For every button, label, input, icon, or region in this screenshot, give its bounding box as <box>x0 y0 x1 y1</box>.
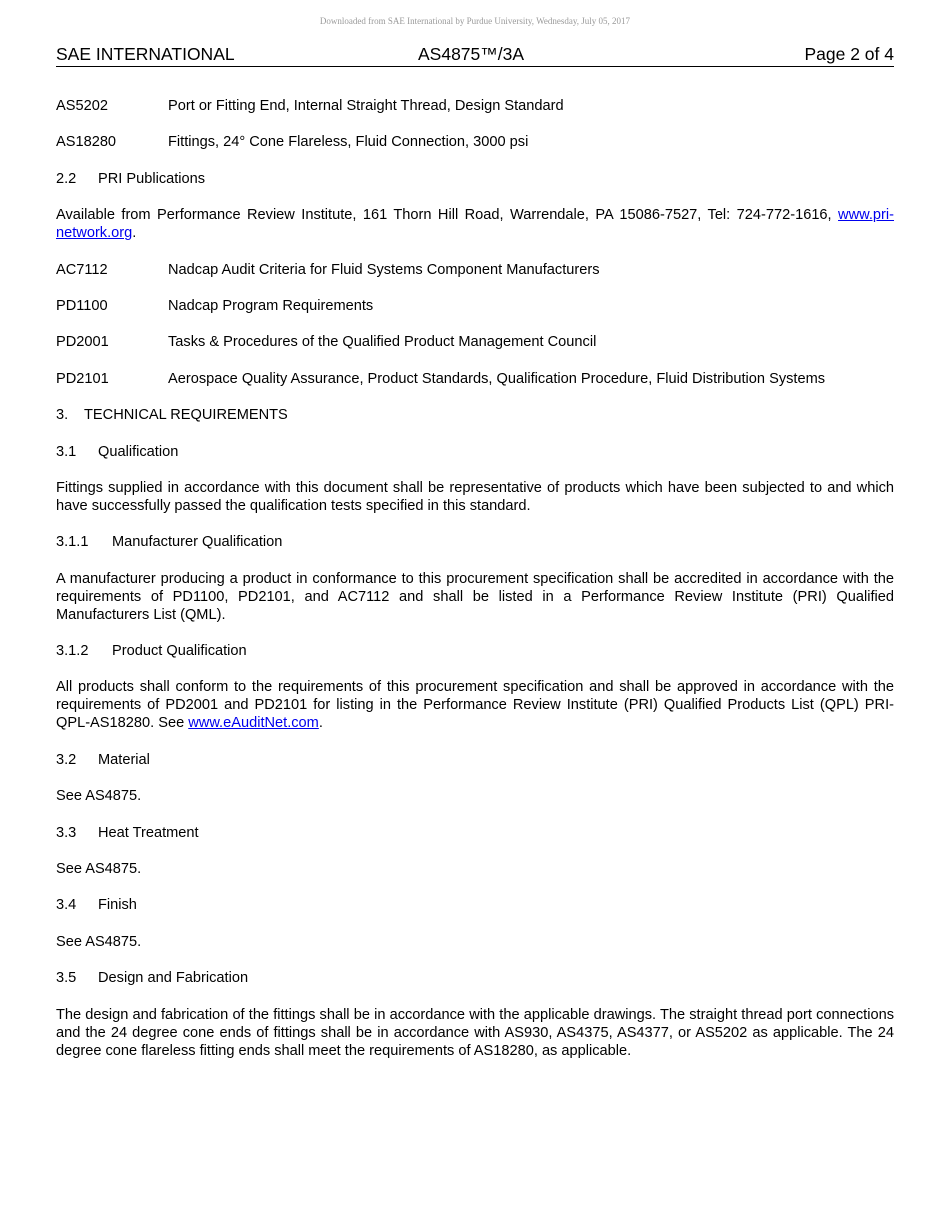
reference-code: AS18280 <box>56 134 117 151</box>
reference-item <box>56 97 894 115</box>
section-number: 3.1.2 <box>56 643 89 660</box>
reference-title: Nadcap Audit Criteria for Fluid Systems Component Manufacturers <box>168 261 600 278</box>
heat-treatment-paragraph: See AS4875. <box>56 861 142 878</box>
section-number: 3.3 <box>56 824 77 841</box>
reference-title: Port or Fitting End, Internal Straight Thread, Design Standard <box>168 98 564 114</box>
document-body <box>56 97 894 1078</box>
reference-item <box>56 333 894 351</box>
header-doc-number: AS4875™/3A <box>418 44 525 64</box>
section-number: 3.2 <box>56 751 77 768</box>
product-qualification-paragraph <box>56 678 894 732</box>
design-fabrication-paragraph: The design and fabrication of the fittings shall be in accordance with the applicable drawings. The straight thread port connections and the 24 degree cone ends of fittings shall be in accordance with AS930, AS4375, AS4377, or AS5202 as applicable. The 24 degree cone flareless fitting ends shall meet the requirements of AS18280, as applicable. <box>56 1006 894 1059</box>
reference-code: PD1100 <box>56 297 108 314</box>
eauditnet-link[interactable]: www.eAuditNet.com <box>188 715 319 732</box>
section-title: Finish <box>98 897 137 914</box>
section-heading-3 <box>56 406 894 424</box>
pri-availability-paragraph <box>56 206 894 242</box>
qualification-paragraph: Fittings supplied in accordance with this document shall be representative of products which have been subjected to and which have successfully passed the qualification tests specified in this standard. <box>56 479 894 514</box>
section-title: Manufacturer Qualification <box>112 534 283 551</box>
section-heading-3-2 <box>56 751 894 769</box>
reference-item <box>56 370 894 388</box>
download-watermark: Downloaded from SAE International by Purdue University, Wednesday, July 05, 2017 <box>319 16 631 26</box>
header-page-number: Page 2 of 4 <box>804 44 894 64</box>
reference-title: Tasks & Procedures of the Qualified Product Management Council <box>168 334 597 351</box>
reference-code: AS5202 <box>56 98 108 114</box>
pri-network-link[interactable]: www.pri-network.org <box>56 207 894 242</box>
reference-title: Aerospace Quality Assurance, Product Standards, Qualification Procedure, Fluid Distribution Systems <box>168 370 826 387</box>
section-heading-3-3 <box>56 824 894 842</box>
paragraph-text: All products shall conform to the requirements of this procurement specification and shall be approved in accordance with the requirements of PD2001 and PD2101 for listing in the Performance Review Institute (PRI) Qualified Products List (QPL) PRI-QPL-AS18280. See <box>56 679 894 732</box>
finish-paragraph: See AS4875. <box>56 933 142 950</box>
section-heading-3-4 <box>56 896 894 914</box>
page-header <box>56 44 894 67</box>
section-heading-3-1 <box>56 443 894 461</box>
paragraph-text: Available from Performance Review Institute, 161 Thorn Hill Road, Warrendale, PA 15086-7527, Tel: 724-772-1616, <box>56 207 839 224</box>
reference-item <box>56 133 894 151</box>
section-title: Product Qualification <box>112 643 247 660</box>
reference-title: Fittings, 24° Cone Flareless, Fluid Connection, 3000 psi <box>168 134 529 151</box>
reference-code: PD2101 <box>56 370 109 387</box>
section-number: 3.5 <box>56 970 77 987</box>
material-paragraph: See AS4875. <box>56 788 142 805</box>
section-number: 3. <box>56 407 69 424</box>
section-title: TECHNICAL REQUIREMENTS <box>84 407 288 424</box>
paragraph-end: . <box>318 715 323 732</box>
section-heading-3-5 <box>56 969 894 987</box>
section-title: Material <box>98 751 150 768</box>
section-number: 2.2 <box>56 170 77 187</box>
header-org: SAE INTERNATIONAL <box>56 44 235 64</box>
section-number: 3.4 <box>56 897 77 914</box>
section-heading-3-1-1 <box>56 533 894 551</box>
reference-code: AC7112 <box>56 261 108 278</box>
section-title: PRI Publications <box>98 170 206 187</box>
section-title: Heat Treatment <box>98 824 199 841</box>
section-number: 3.1 <box>56 443 77 460</box>
reference-code: PD2001 <box>56 334 109 351</box>
manufacturer-qualification-paragraph: A manufacturer producing a product in conformance to this procurement specification shall be accredited in accordance with the requirements of PD1100, PD2101, and AC7112 and shall be listed in a Performance Review Institute (PRI) Qualified Manufacturers List (QML). <box>56 570 894 623</box>
section-heading-3-1-2 <box>56 642 894 660</box>
section-title: Design and Fabrication <box>98 970 249 987</box>
reference-title: Nadcap Program Requirements <box>168 297 374 314</box>
paragraph-end: . <box>132 225 137 242</box>
reference-item <box>56 297 894 315</box>
section-title: Qualification <box>98 443 179 460</box>
section-heading-2-2 <box>56 170 894 188</box>
reference-item <box>56 261 894 279</box>
section-number: 3.1.1 <box>56 534 89 551</box>
